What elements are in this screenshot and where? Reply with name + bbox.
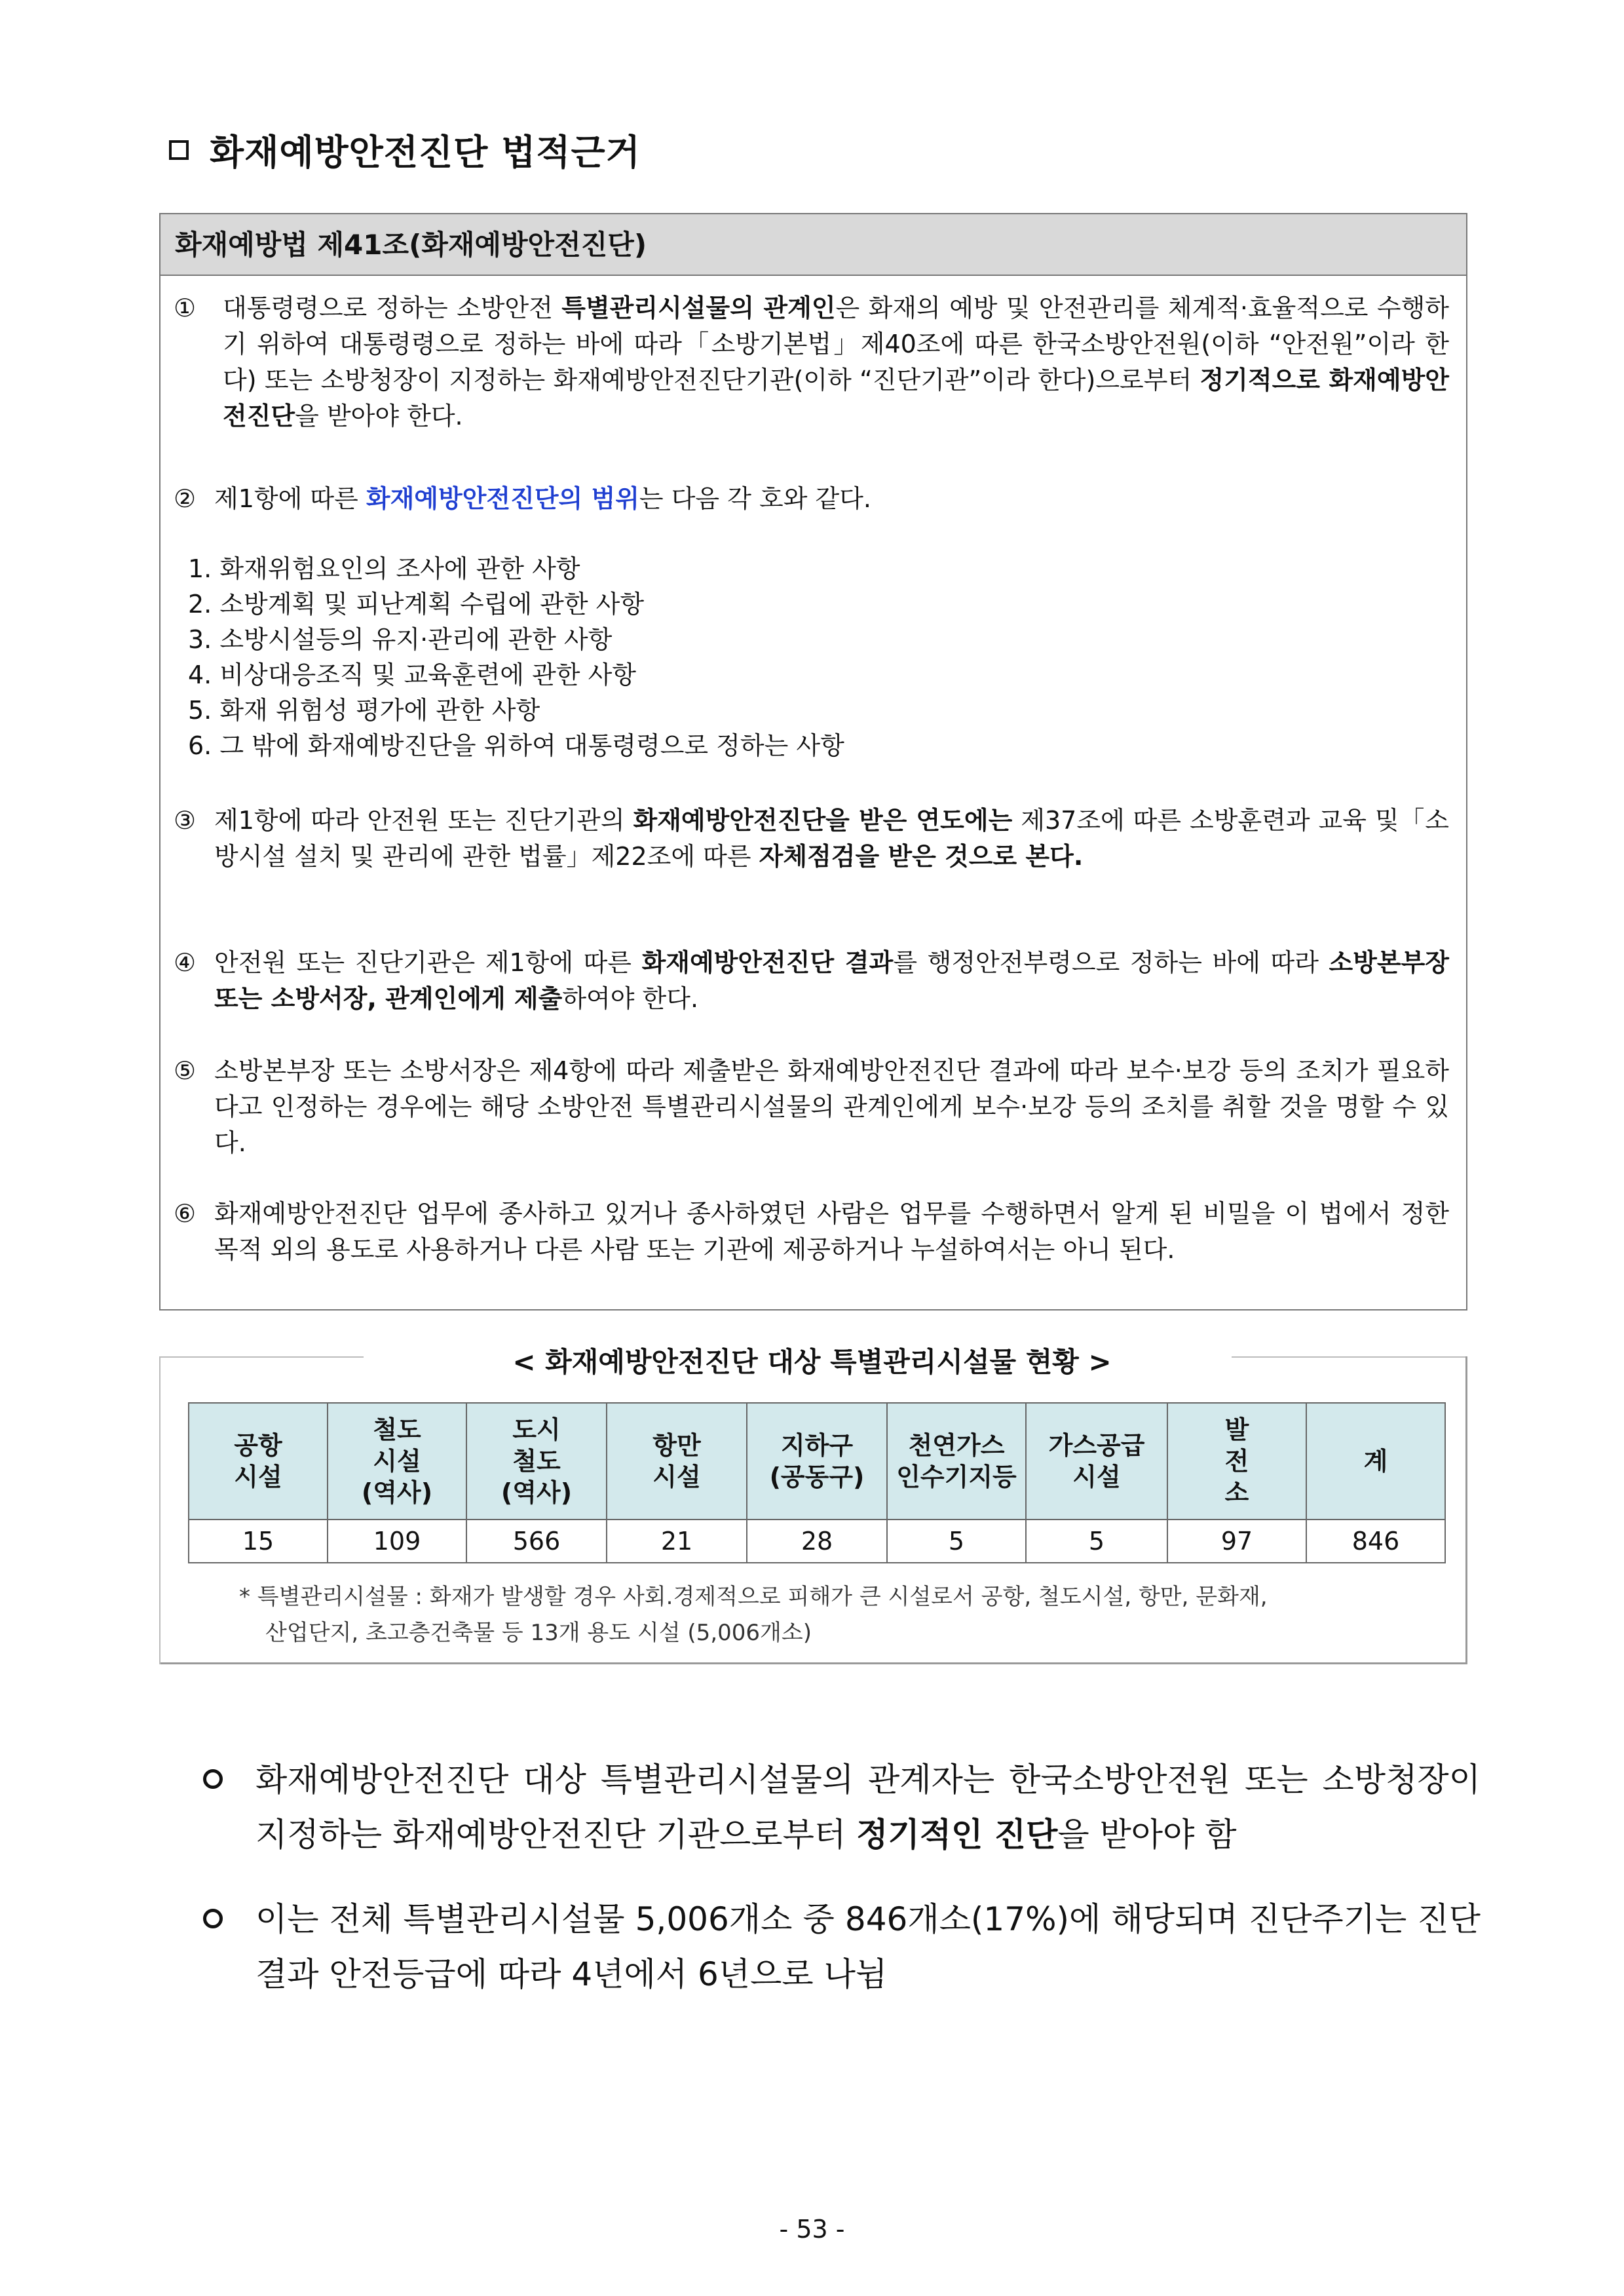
paragraph-text (174, 481, 1449, 517)
scope-list (188, 551, 844, 763)
paragraph-number: ④ (174, 948, 197, 977)
table-header-cell: 도시 철도 (역사) (466, 1403, 607, 1520)
table-header-row (189, 1403, 1445, 1520)
paragraph-number: ⑤ (174, 1056, 197, 1085)
table-header-cell: 공항 시설 (189, 1403, 328, 1520)
table-header-cell: 발 전 소 (1167, 1403, 1306, 1520)
table-cell: 846 (1306, 1520, 1445, 1563)
footnote-line: * 특별관리시설물 : 화재가 발생할 경우 사회.경제적으로 피해가 큰 시설로서 공항, 철도시설, 항만, 문화재, (239, 1584, 1268, 1610)
table-header-cell: 천연가스 인수기지등 (887, 1403, 1026, 1520)
text-run: 를 행정안전부령으로 정하는 바에 따라 (893, 948, 1329, 977)
text-run: 화재예방안전진단 대상 특별관리시설물의 관계자는 한국소방안전원 또는 소방청장이 지정하는 화재예방안전진단 기관으로부터 (255, 1761, 1481, 1854)
paragraph-number: ② (174, 484, 197, 513)
table-row (189, 1520, 1445, 1563)
table-cell: 5 (1026, 1520, 1167, 1563)
list-item: 1. 화재위험요인의 조사에 관한 사항 (188, 554, 580, 583)
list-item: 5. 화재 위험성 평가에 관한 사항 (188, 696, 540, 725)
law-paragraph-3 (174, 803, 1449, 875)
circle-bullet-icon (203, 1769, 223, 1789)
law-paragraph-5 (174, 1053, 1449, 1161)
list-item: 4. 비상대응조직 및 교육훈련에 관한 사항 (188, 660, 636, 689)
paragraph-text (174, 945, 1449, 1017)
paragraph-text: 화재예방안전진단 업무에 종사하고 있거나 종사하였던 사람은 업무를 수행하면서 알게 된 비밀을 이 법에서 정한 목적 외의 용도로 사용하거나 다른 사람 또는 기관에 제공하거나 누설하여서는 아니 된다. (214, 1199, 1449, 1264)
table-cell: 109 (328, 1520, 466, 1563)
law-paragraph-2 (174, 481, 1449, 517)
text-run: 은 화재의 예방 및 안전관리를 체계적·효율적으로 수행하기 위하여 대통령령으로 정하는 바에 따라「소방기본법」제40조에 따른 한국소방안전원(이하 “안전원”이라 한다) 또는 소방청장이 지정하는 화재예방안전진단기관(이하 “진단기관”이라 한다)으로부터 (223, 294, 1449, 394)
paragraph-text (174, 803, 1449, 875)
bullet-item (203, 1892, 1481, 2002)
table-header-cell: 가스공급 시설 (1026, 1403, 1167, 1520)
highlight-run: 화재예방안전진단의 범위 (366, 484, 639, 513)
law-paragraph-4 (174, 945, 1449, 1017)
text-run: 을 받아야 한다. (295, 402, 463, 430)
bold-run: 정기적인 진단 (856, 1816, 1058, 1854)
text-run: 는 다음 각 호와 같다. (639, 484, 871, 513)
list-item: 3. 소방시설등의 유지·관리에 관한 사항 (188, 625, 613, 654)
bullet-text: 이는 전체 특별관리시설물 5,006개소 중 846개소(17%)에 해당되며 진단주기는 진단 결과 안전등급에 따라 4년에서 6년으로 나뉨 (255, 1900, 1481, 1993)
paragraph-text (174, 290, 1449, 434)
table-cell: 21 (607, 1520, 747, 1563)
paragraph-number: ⑥ (174, 1199, 197, 1228)
paragraph-number: ③ (174, 806, 197, 835)
table-header-cell: 철도 시설 (역사) (328, 1403, 466, 1520)
text-run: 대통령령으로 정하는 소방안전 (223, 294, 562, 322)
footnote-line: 산업단지, 초고층건축물 등 13개 용도 시설 (5,006개소) (265, 1620, 812, 1646)
table-header-cell: 항만 시설 (607, 1403, 747, 1520)
text-run: 하여야 한다. (562, 984, 699, 1013)
bold-run: 특별관리시설물의 관계인 (561, 294, 836, 322)
list-item: 2. 소방계획 및 피난계획 수립에 관한 사항 (188, 590, 645, 619)
bold-run: 화재예방안전진단 결과 (641, 948, 894, 977)
text-run: 제1항에 따라 안전원 또는 진단기관의 (214, 806, 633, 835)
paragraph-text: 소방본부장 또는 소방서장은 제4항에 따라 제출받은 화재예방안전진단 결과에 따라 보수·보강 등의 조치가 필요하다고 인정하는 경우에는 해당 소방안전 특별관리시설물의 관계인에게 보수·보강 등의 조치를 취할 것을 명할 수 있다. (214, 1056, 1449, 1157)
bold-run: 정기적으로 화재예방안전진단 (223, 366, 1449, 430)
circle-bullet-icon (203, 1909, 223, 1928)
table-header-cell: 계 (1306, 1403, 1445, 1520)
law-header: 화재예방법 제41조(화재예방안전진단) (161, 214, 1466, 276)
table-header-cell: 지하구 (공동구) (747, 1403, 887, 1520)
table-cell: 566 (466, 1520, 607, 1563)
bold-run: 소방본부장 또는 소방서장, 관계인에게 제출 (214, 948, 1449, 1013)
bold-run: 자체점검을 받은 것으로 본다. (759, 842, 1084, 871)
facility-footnote (239, 1579, 1471, 1651)
law-box (159, 213, 1467, 1311)
law-paragraph-6 (174, 1196, 1449, 1268)
text-run: 을 받아야 함 (1057, 1816, 1237, 1854)
facility-table-title: < 화재예방안전진단 대상 특별관리시설물 현황 > (512, 1346, 1112, 1378)
section-title (169, 124, 641, 175)
facility-table (188, 1402, 1446, 1563)
text-run: 제1항에 따른 (214, 484, 366, 513)
bold-run: 화재예방안전진단을 받은 연도에는 (633, 806, 1013, 835)
list-item: 6. 그 밖에 화재예방진단을 위하여 대통령령으로 정하는 사항 (188, 731, 844, 760)
text-run: 안전원 또는 진단기관은 제1항에 따른 (214, 948, 642, 977)
law-paragraph-1 (174, 290, 1449, 434)
paragraph-number: ① (174, 294, 197, 322)
table-cell: 28 (747, 1520, 887, 1563)
divider (159, 1356, 161, 1664)
bullet-text (203, 1752, 1481, 1862)
checkbox-icon (169, 140, 189, 160)
bullet-item (203, 1752, 1481, 1862)
table-cell: 5 (887, 1520, 1026, 1563)
page-number: - 53 - (779, 2215, 845, 2244)
table-cell: 97 (1167, 1520, 1306, 1563)
text-run: 제37조에 따른 소방훈련과 교육 및「소방시설 설치 및 관리에 관한 법률」제22조에 따른 (214, 806, 1449, 871)
table-cell: 15 (189, 1520, 328, 1563)
section-title-text: 화재예방안전진단 법적근거 (210, 132, 641, 173)
